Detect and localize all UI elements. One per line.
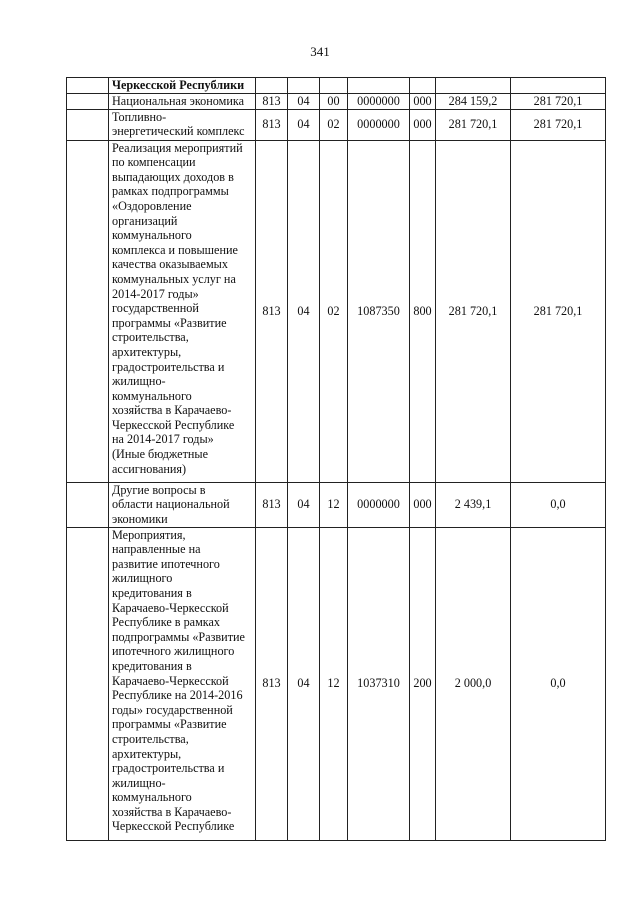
- row-number-cell: [67, 109, 109, 140]
- target-code-cell: 0000000: [348, 93, 410, 109]
- amount-2016-cell: [436, 78, 511, 94]
- expense-type-cell: 000: [410, 93, 436, 109]
- table-row: [67, 78, 606, 94]
- item-name-cell: Мероприятия, направленные на развитие ипотечного жилищного кредитования в Карачаево-Черкесской Республике в рамках подпрограммы «Развитие ипотечного жилищного кредитования в Карачаево-Черкесской Республике на 2014-2016 годы» государственной программы «Развитие строительства, архитектуры, градостроительства и жилищно- коммунального хозяйства в Карачаево- Черкесской Республике: [109, 527, 256, 840]
- table-row: [67, 93, 606, 109]
- budget-table-body: [67, 78, 606, 841]
- section-code-cell: 04: [288, 93, 320, 109]
- table-row: [67, 482, 606, 527]
- item-name-cell: Черкесской Республики: [109, 78, 256, 94]
- ministry-code-cell: 813: [256, 93, 288, 109]
- ministry-code-cell: 813: [256, 140, 288, 482]
- section-code-cell: [288, 78, 320, 94]
- row-number-cell: [67, 78, 109, 94]
- item-name-cell: Топливно- энергетический комплекс: [109, 109, 256, 140]
- section-code-cell: 04: [288, 527, 320, 840]
- subsection-code-cell: [320, 78, 348, 94]
- row-number-cell: [67, 140, 109, 482]
- budget-table: [66, 77, 606, 841]
- page-number: 341: [310, 44, 330, 59]
- row-number-cell: [67, 93, 109, 109]
- section-code-cell: 04: [288, 140, 320, 482]
- table-row: [67, 109, 606, 140]
- amount-2016-cell: 281 720,1: [436, 140, 511, 482]
- section-code-cell: 04: [288, 109, 320, 140]
- expense-type-cell: 000: [410, 109, 436, 140]
- row-number-cell: [67, 482, 109, 527]
- amount-2017-cell: 0,0: [511, 482, 606, 527]
- target-code-cell: 0000000: [348, 109, 410, 140]
- expense-type-cell: [410, 78, 436, 94]
- expense-type-cell: 800: [410, 140, 436, 482]
- item-name-cell: Другие вопросы в области национальной экономики: [109, 482, 256, 527]
- target-code-cell: 0000000: [348, 482, 410, 527]
- item-name-cell: Национальная экономика: [109, 93, 256, 109]
- subsection-code-cell: 02: [320, 140, 348, 482]
- table-row: [67, 527, 606, 840]
- section-code-cell: 04: [288, 482, 320, 527]
- item-name-cell: Реализация мероприятий по компенсации выпадающих доходов в рамках подпрограммы «Оздоровление организаций коммунального комплекса и повышение качества оказываемых коммунальных услуг на 2014-2017 годы» государственной программы «Развитие строительства, архитектуры, градостроительства и жилищно- коммунального хозяйства в Карачаево- Черкесской Республике на 2014-2017 годы» (Иные бюджетные ассигнования): [109, 140, 256, 482]
- target-code-cell: 1037310: [348, 527, 410, 840]
- amount-2017-cell: 281 720,1: [511, 109, 606, 140]
- expense-type-cell: 000: [410, 482, 436, 527]
- amount-2016-cell: 2 000,0: [436, 527, 511, 840]
- subsection-code-cell: 12: [320, 527, 348, 840]
- ministry-code-cell: 813: [256, 527, 288, 840]
- amount-2017-cell: 281 720,1: [511, 93, 606, 109]
- amount-2017-cell: 281 720,1: [511, 140, 606, 482]
- amount-2016-cell: 2 439,1: [436, 482, 511, 527]
- ministry-code-cell: [256, 78, 288, 94]
- expense-type-cell: 200: [410, 527, 436, 840]
- subsection-code-cell: 02: [320, 109, 348, 140]
- target-code-cell: [348, 78, 410, 94]
- amount-2016-cell: 281 720,1: [436, 109, 511, 140]
- ministry-code-cell: 813: [256, 482, 288, 527]
- row-number-cell: [67, 527, 109, 840]
- target-code-cell: 1087350: [348, 140, 410, 482]
- subsection-code-cell: 12: [320, 482, 348, 527]
- amount-2017-cell: 0,0: [511, 527, 606, 840]
- amount-2017-cell: [511, 78, 606, 94]
- amount-2016-cell: 284 159,2: [436, 93, 511, 109]
- ministry-code-cell: 813: [256, 109, 288, 140]
- subsection-code-cell: 00: [320, 93, 348, 109]
- table-row: [67, 140, 606, 482]
